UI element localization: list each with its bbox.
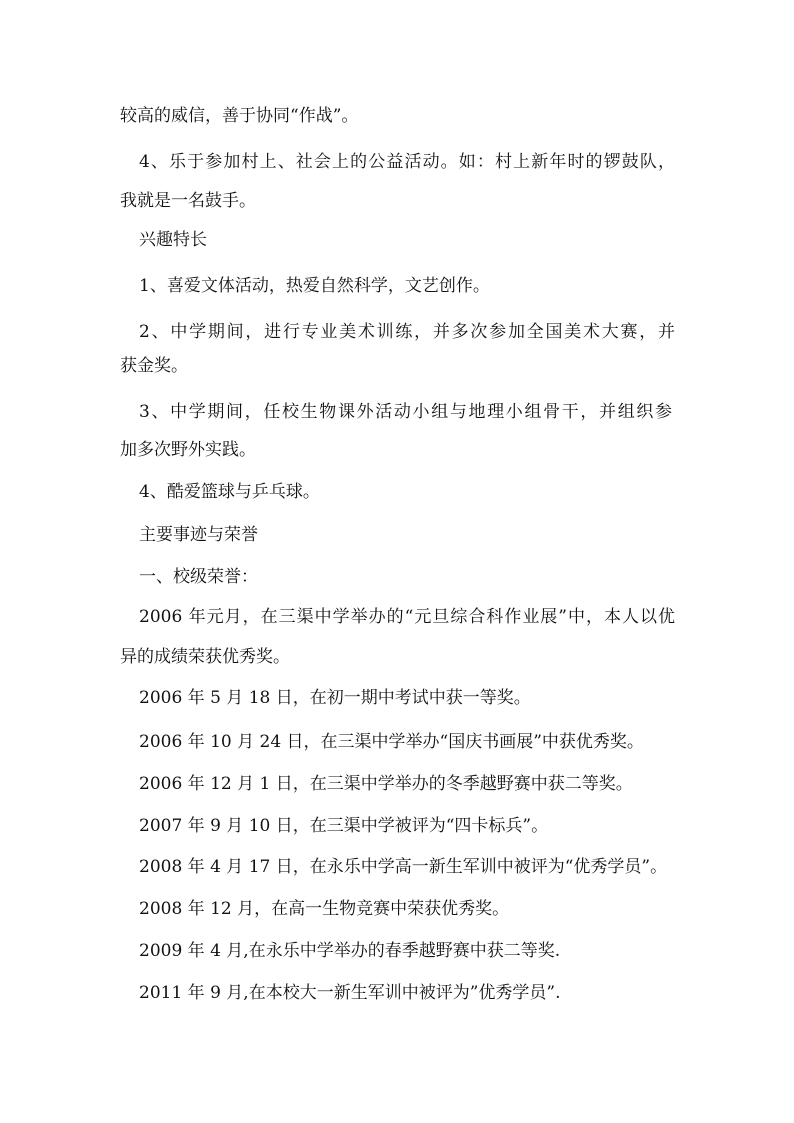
text-line: 2006 年 5 月 18 日，在初一期中考试中获一等奖。 [139,688,531,708]
section-heading: 主要事迹与荣誉 [139,525,258,545]
text-line: 2006 年 10 月 24 日，在三渠中学举办“国庆书画展”中获优秀奖。 [139,732,644,752]
subsection-heading: 一、校级荣誉： [139,567,258,587]
text-line: 加多次野外实践。 [120,440,256,460]
text-line: 4、酷爱篮球与乒乓球。 [139,482,320,502]
section-heading: 兴趣特长 [139,230,207,250]
text-line: 2、中学期间，进行专业美术训练，并多次参加全国美术大赛，并 [139,322,675,342]
text-line: 异的成绩荣获优秀奖。 [120,647,290,667]
text-line: 1、喜爱文体活动，热爱自然科学，文艺创作。 [139,276,490,296]
text-line: 2006 年元月，在三渠中学举办的“元旦综合科作业展”中，本人以优 [139,607,675,627]
text-line: 我就是一名鼓手。 [120,191,256,211]
text-line: 2008 年 12 月，在高一生物竞赛中荣获优秀奖。 [139,899,510,919]
text-line: 获金奖。 [120,356,188,376]
text-line: 2006 年 12 月 1 日，在三渠中学举办的冬季越野赛中获二等奖。 [139,774,633,794]
text-line: 2011 年 9 月,在本校大一新生军训中被评为”优秀学员”. [139,983,561,1003]
text-line: 2007 年 9 月 10 日，在三渠中学被评为“四卡标兵”。 [139,816,549,836]
text-line: 较高的威信，善于协同“作战”。 [120,106,359,126]
text-line: 4、乐于参加村上、社会上的公益活动。如：村上新年时的锣鼓队， [139,152,675,172]
text-line: 2009 年 4 月,在永乐中学举办的春季越野赛中获二等奖. [139,941,561,961]
text-line: 2008 年 4 月 17 日，在永乐中学高一新生军训中被评为“优秀学员”。 [139,857,668,877]
text-line: 3、中学期间，任校生物课外活动小组与地理小组骨干，并组织参 [139,402,672,422]
